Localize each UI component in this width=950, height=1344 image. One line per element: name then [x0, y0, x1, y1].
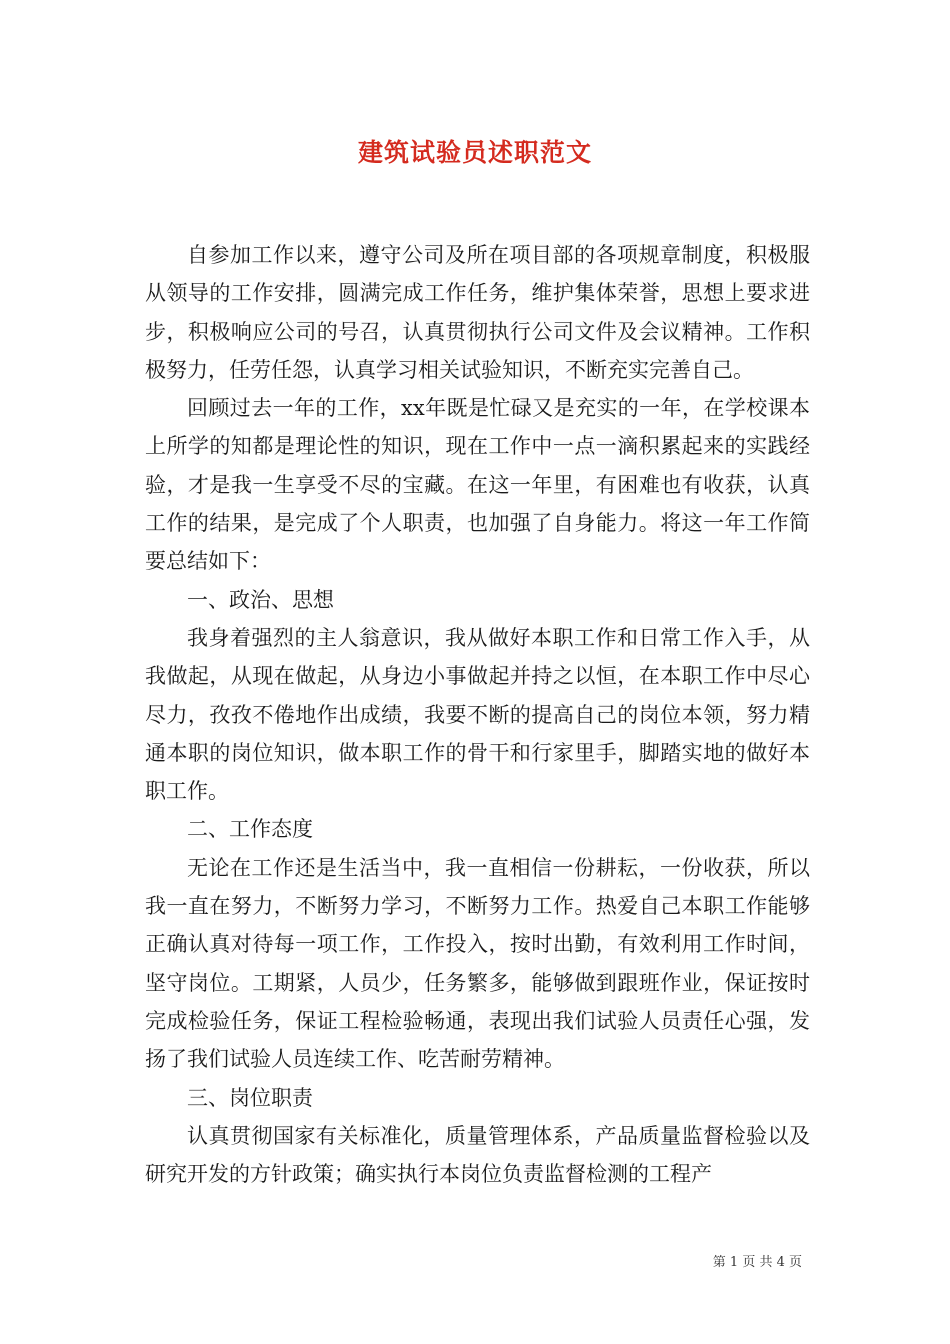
paragraph-attitude: 无论在工作还是生活当中，我一直相信一份耕耘，一份收获，所以我一直在努力，不断努力学习，不断努力工作。热爱自己本职工作能够正确认真对待每一项工作，工作投入，按时出勤，有效利用工作时间，坚守岗位。工期紧，人员少，任务繁多，能够做到跟班作业，保证按时完成检验任务，保证工程检验畅通，表现出我们试验人员责任心强，发扬了我们试验人员连续工作、吃苦耐劳精神。 — [145, 855, 810, 1072]
section-heading-politics: 一、政治、思想 — [187, 587, 334, 612]
document-body — [145, 236, 810, 1193]
section-heading-attitude: 二、工作态度 — [187, 817, 313, 842]
document-title: 建筑试验员述职范文 — [357, 138, 592, 167]
paragraph-politics: 我身着强烈的主人翁意识，我从做好本职工作和日常工作入手，从我做起，从现在做起，从身边小事做起并持之以恒，在本职工作中尽心尽力，孜孜不倦地作出成绩，我要不断的提高自己的岗位本领，努力精通本职的岗位知识，做本职工作的骨干和行家里手，脚踏实地的做好本职工作。 — [145, 625, 810, 804]
paragraph-review: 回顾过去一年的工作，xx年既是忙碌又是充实的一年，在学校课本上所学的知都是理论性的知识，现在工作中一点一滴积累起来的实践经验，才是我一生享受不尽的宝藏。在这一年里，有困难也有收获，认真工作的结果，是完成了个人职责，也加强了自身能力。将这一年工作简要总结如下： — [145, 396, 810, 574]
section-heading-duties: 三、岗位职责 — [187, 1085, 313, 1110]
paragraph-intro: 自参加工作以来，遵守公司及所在项目部的各项规章制度，积极服从领导的工作安排，圆满完成工作任务，维护集体荣誉，思想上要求进步，积极响应公司的号召，认真贯彻执行公司文件及会议精神。工作积极努力，任劳任怨，认真学习相关试验知识，不断充实完善自己。 — [145, 243, 810, 382]
paragraph-duties: 认真贯彻国家有关标准化，质量管理体系，产品质量监督检验以及研究开发的方针政策；确实执行本岗位负责监督检测的工程产 — [145, 1123, 810, 1187]
page-number: 第 1 页 共 4 页 — [712, 1255, 802, 1270]
